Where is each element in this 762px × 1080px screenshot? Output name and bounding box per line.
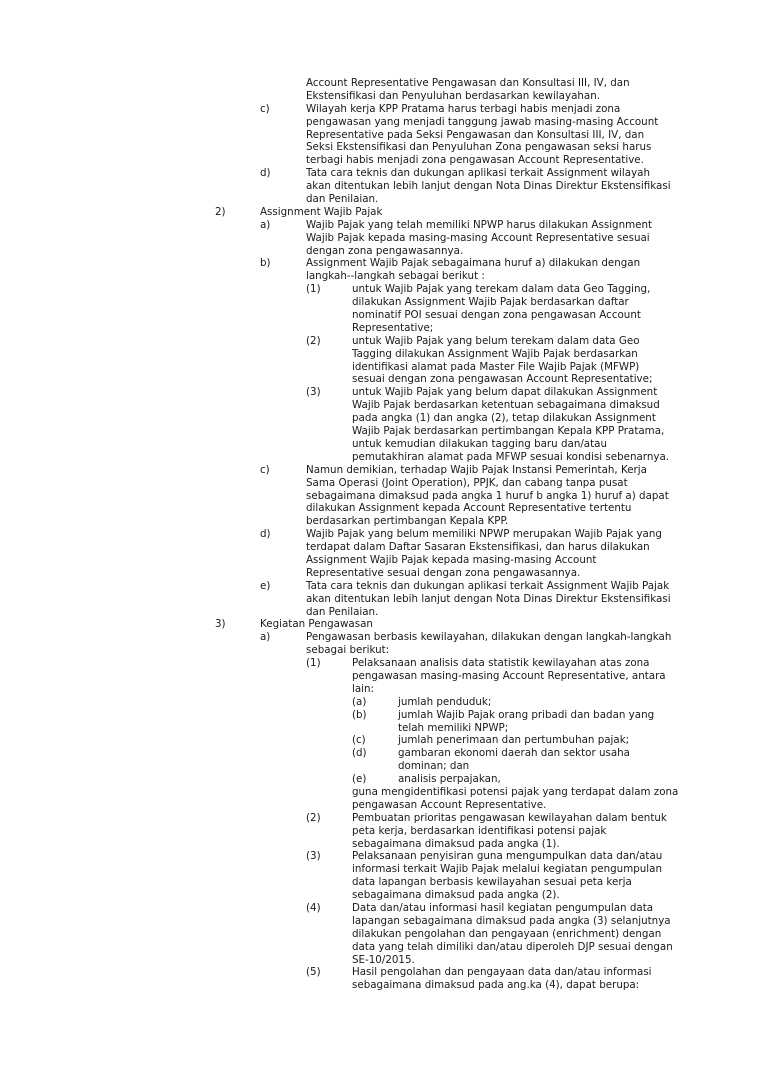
- text-line: [0, 941, 762, 954]
- paragraph-text: Pembuatan prioritas pengawasan kewilayahan dalam bentuk: [352, 811, 667, 824]
- text-line: [0, 541, 762, 554]
- text-line: [0, 670, 762, 683]
- list-marker: (d): [352, 747, 367, 760]
- paragraph-text: Wajib Pajak kepada masing-masing Account Representative sesuai: [306, 231, 650, 244]
- text-line: [0, 154, 762, 167]
- text-line: [0, 399, 762, 412]
- paragraph-text: gambaran ekonomi daerah dan sektor usaha: [398, 747, 630, 760]
- text-line: [0, 361, 762, 374]
- list-marker: (3): [306, 850, 321, 863]
- text-line: [0, 219, 762, 232]
- list-marker: c): [260, 102, 270, 115]
- list-marker: (2): [306, 811, 321, 824]
- paragraph-text: dan Penilaian.: [306, 605, 379, 618]
- paragraph-text: Assignment Wajib Pajak sebagaimana huruf a) dilakukan dengan: [306, 257, 641, 270]
- text-line: [0, 618, 762, 631]
- paragraph-text: berdasarkan pertimbangan Kepala KPP.: [306, 515, 509, 528]
- text-line: [0, 902, 762, 915]
- paragraph-text: Hasil pengolahan dan pengayaan data dan/atau informasi: [352, 966, 652, 979]
- text-line: [0, 979, 762, 992]
- paragraph-text: Namun demikian, terhadap Wajib Pajak Instansi Pemerintah, Kerja: [306, 463, 647, 476]
- paragraph-text: Tagging dilakukan Assignment Wajib Pajak berdasarkan: [352, 347, 638, 360]
- text-line: [0, 657, 762, 670]
- paragraph-text: untuk kemudian dilakukan tagging baru dan/atau: [352, 437, 607, 450]
- paragraph-text: dengan zona pengawasannya.: [306, 244, 464, 257]
- text-line: [0, 348, 762, 361]
- list-item: [0, 734, 762, 747]
- text-line: [0, 373, 762, 386]
- paragraph-text: sebagaimana dimaksud pada angka (1).: [352, 837, 560, 850]
- text-line: [0, 567, 762, 580]
- list-marker: (3): [306, 386, 321, 399]
- text-line: [0, 954, 762, 967]
- paragraph-text: Kegiatan Pengawasan: [260, 618, 373, 631]
- list-item: [0, 786, 762, 812]
- text-line: [0, 232, 762, 245]
- paragraph-text: Assignment Wajib Pajak kepada masing-masing Account: [306, 553, 597, 566]
- list-item: [0, 257, 762, 283]
- text-line: [0, 786, 762, 799]
- list-item: [0, 283, 762, 335]
- text-line: [0, 760, 762, 773]
- list-item: [0, 103, 762, 167]
- paragraph-text: langkah--langkah sebagai berikut :: [306, 270, 485, 283]
- text-line: [0, 850, 762, 863]
- paragraph-text: Account Representative Pengawasan dan Konsultasi III, IV, dan: [306, 77, 630, 89]
- text-line: [0, 812, 762, 825]
- paragraph-text: Tata cara teknis dan dukungan aplikasi terkait Assignment wilayah: [306, 167, 651, 180]
- list-marker: a): [260, 631, 271, 644]
- text-line: [0, 257, 762, 270]
- text-line: [0, 90, 762, 103]
- list-item: [0, 747, 762, 773]
- paragraph-text: data yang telah dimiliki dan/atau diperoleh DJP sesuai dengan: [352, 940, 673, 953]
- text-line: [0, 129, 762, 142]
- paragraph-text: lain:: [352, 682, 375, 695]
- paragraph-text: Representative;: [352, 321, 434, 334]
- paragraph-text: sebagaimana dimaksud pada angka 1 huruf b angka 1) huruf a) dapat: [306, 489, 669, 502]
- paragraph-text: pengawasan Account Representative.: [352, 798, 547, 811]
- paragraph-text: pada angka (1) dan angka (2), tetap dilakukan Assignment: [352, 412, 656, 425]
- text-line: [0, 412, 762, 425]
- list-item: [0, 386, 762, 463]
- text-line: [0, 438, 762, 451]
- paragraph-text: dan Penilaian.: [306, 193, 379, 206]
- paragraph-text: pemutakhiran alamat pada MFWP sesuai kondisi sebenarnya.: [352, 450, 670, 463]
- paragraph-text: jumlah penerimaan dan pertumbuhan pajak;: [398, 734, 630, 747]
- paragraph-text: akan ditentukan lebih lanjut dengan Nota Dinas Direktur Ekstensifikasi: [306, 180, 671, 193]
- list-marker: a): [260, 218, 271, 231]
- text-line: [0, 838, 762, 851]
- text-line: [0, 734, 762, 747]
- paragraph-text: Wajib Pajak yang telah memiliki NPWP harus dilakukan Assignment: [306, 218, 653, 231]
- list-marker: c): [260, 463, 270, 476]
- text-line: [0, 644, 762, 657]
- text-line: [0, 631, 762, 644]
- paragraph-text: dominan; dan: [398, 760, 470, 773]
- text-line: [0, 747, 762, 760]
- paragraph-text: Wajib Pajak berdasarkan ketentuan sebagaimana dimaksud: [352, 399, 660, 412]
- text-line: [0, 270, 762, 283]
- text-line: [0, 322, 762, 335]
- paragraph-text: untuk Wajib Pajak yang terekam dalam data Geo Tagging,: [352, 283, 651, 296]
- paragraph-text: lapangan sebagaimana dimaksud pada angka (3) selanjutnya: [352, 914, 671, 927]
- text-line: [0, 386, 762, 399]
- paragraph-text: Pelaksanaan analisis data statistik kewilayahan atas zona: [352, 657, 650, 670]
- list-marker: d): [260, 528, 271, 541]
- text-line: [0, 335, 762, 348]
- list-item: [0, 528, 762, 580]
- paragraph-text: sebagai berikut:: [306, 644, 390, 657]
- text-line: [0, 206, 762, 219]
- paragraph-text: Seksi Ekstensifikasi dan Penyuluhan Zona pengawasan seksi harus: [306, 141, 652, 154]
- paragraph-text: akan ditentukan lebih lanjut dengan Nota Dinas Direktur Ekstensifikasi: [306, 592, 671, 605]
- text-line: [0, 825, 762, 838]
- paragraph-text: pengawasan masing-masing Account Representative, antara: [352, 669, 666, 682]
- paragraph-text: Representative pada Seksi Pengawasan dan Konsultasi III, IV, dan: [306, 128, 645, 141]
- list-marker: 3): [215, 618, 226, 631]
- paragraph-text: Pelaksanaan penyisiran guna mengumpulkan data dan/atau: [352, 850, 663, 863]
- paragraph-text: informasi terkait Wajib Pajak melalui kegiatan pengumpulan: [352, 863, 662, 876]
- text-line: [0, 103, 762, 116]
- list-marker: (1): [306, 657, 321, 670]
- text-line: [0, 490, 762, 503]
- text-line: [0, 580, 762, 593]
- list-marker: (1): [306, 283, 321, 296]
- list-item: [0, 77, 762, 103]
- list-marker: b): [260, 257, 271, 270]
- text-line: [0, 915, 762, 928]
- list-item: [0, 709, 762, 735]
- text-line: [0, 876, 762, 889]
- text-line: [0, 966, 762, 979]
- text-line: [0, 477, 762, 490]
- paragraph-text: dilakukan Assignment Wajib Pajak berdasarkan daftar: [352, 296, 629, 309]
- paragraph-text: guna mengidentifikasi potensi pajak yang terdapat dalam zona: [352, 785, 679, 798]
- paragraph-text: Data dan/atau informasi hasil kegiatan pengumpulan data: [352, 902, 654, 914]
- text-line: [0, 709, 762, 722]
- paragraph-text: Wajib Pajak berdasarkan pertimbangan Kepala KPP Pratama,: [352, 425, 665, 438]
- paragraph-text: jumlah penduduk;: [398, 695, 492, 708]
- list-marker: (c): [352, 734, 366, 747]
- text-line: [0, 554, 762, 567]
- paragraph-text: Ekstensifikasi dan Penyuluhan berdasarkan kewilayahan.: [306, 89, 601, 102]
- paragraph-text: Wajib Pajak yang belum memiliki NPWP merupakan Wajib Pajak yang: [306, 528, 662, 541]
- text-line: [0, 141, 762, 154]
- text-line: [0, 696, 762, 709]
- text-line: [0, 464, 762, 477]
- text-line: [0, 180, 762, 193]
- paragraph-text: dilakukan pengolahan dan pengayaan (enrichment) dengan: [352, 927, 662, 940]
- list-item: [0, 631, 762, 657]
- list-marker: (a): [352, 695, 367, 708]
- text-line: [0, 799, 762, 812]
- list-item: [0, 812, 762, 851]
- list-item: [0, 902, 762, 966]
- paragraph-text: Tata cara teknis dan dukungan aplikasi terkait Assignment Wajib Pajak: [306, 579, 670, 592]
- list-marker: (5): [306, 966, 321, 979]
- paragraph-text: sebagaimana dimaksud pada angka (2).: [352, 889, 560, 902]
- paragraph-text: Assignment Wajib Pajak: [260, 205, 383, 218]
- text-line: [0, 606, 762, 619]
- paragraph-text: peta kerja, berdasarkan identifikasi potensi pajak: [352, 824, 607, 837]
- paragraph-text: untuk Wajib Pajak yang belum terekam dalam data Geo: [352, 334, 640, 347]
- list-marker: (e): [352, 773, 367, 786]
- text-line: [0, 593, 762, 606]
- list-marker: (2): [306, 334, 321, 347]
- text-line: [0, 502, 762, 515]
- paragraph-text: Sama Operasi (Joint Operation), PPJK, dan cabang tanpa pusat: [306, 476, 628, 489]
- list-item: [0, 580, 762, 619]
- paragraph-text: sesuai dengan zona pengawasan Account Representative;: [352, 373, 653, 386]
- text-line: [0, 425, 762, 438]
- text-line: [0, 683, 762, 696]
- list-item: [0, 850, 762, 902]
- text-line: [0, 77, 762, 90]
- text-line: [0, 309, 762, 322]
- text-line: [0, 116, 762, 129]
- list-item: [0, 335, 762, 387]
- paragraph-text: data lapangan berbasis kewilayahan sesuai peta kerja: [352, 876, 632, 889]
- list-marker: e): [260, 579, 271, 592]
- text-line: [0, 283, 762, 296]
- list-marker: 2): [215, 205, 226, 218]
- paragraph-text: sebagaimana dimaksud pada ang.ka (4), dapat berupa:: [352, 979, 640, 992]
- paragraph-text: Representative sesuai dengan zona pengawasannya.: [306, 566, 581, 579]
- text-line: [0, 451, 762, 464]
- text-line: [0, 889, 762, 902]
- list-marker: d): [260, 167, 271, 180]
- text-line: [0, 515, 762, 528]
- list-item: [0, 618, 762, 631]
- list-item: [0, 966, 762, 992]
- list-item: [0, 773, 762, 786]
- paragraph-text: terbagi habis menjadi zona pengawasan Account Representative.: [306, 154, 644, 167]
- list-item: [0, 657, 762, 696]
- document-page: [0, 77, 762, 992]
- paragraph-text: SE-10/2015.: [352, 953, 415, 966]
- text-line: [0, 245, 762, 258]
- paragraph-text: Pengawasan berbasis kewilayahan, dilakukan dengan langkah-langkah: [306, 631, 672, 644]
- list-item: [0, 696, 762, 709]
- text-line: [0, 928, 762, 941]
- paragraph-text: telah memiliki NPWP;: [398, 721, 509, 734]
- text-line: [0, 722, 762, 735]
- paragraph-text: terdapat dalam Daftar Sasaran Ekstensifikasi, dan harus dilakukan: [306, 541, 650, 554]
- paragraph-text: Wilayah kerja KPP Pratama harus terbagi habis menjadi zona: [306, 102, 621, 115]
- list-item: [0, 219, 762, 258]
- text-line: [0, 167, 762, 180]
- paragraph-text: untuk Wajib Pajak yang belum dapat dilakukan Assignment: [352, 386, 658, 399]
- text-line: [0, 528, 762, 541]
- list-item: [0, 167, 762, 206]
- list-item: [0, 206, 762, 219]
- paragraph-text: jumlah Wajib Pajak orang pribadi dan badan yang: [398, 708, 655, 721]
- paragraph-text: nominatif POI sesuai dengan zona pengawasan Account: [352, 309, 641, 322]
- list-marker: (4): [306, 902, 321, 914]
- text-line: [0, 863, 762, 876]
- paragraph-text: pengawasan yang menjadi tanggung jawab masing-masing Account: [306, 115, 659, 128]
- list-marker: (b): [352, 708, 367, 721]
- list-item: [0, 464, 762, 528]
- text-line: [0, 296, 762, 309]
- paragraph-text: analisis perpajakan,: [398, 773, 501, 786]
- text-line: [0, 773, 762, 786]
- text-line: [0, 193, 762, 206]
- paragraph-text: dilakukan Assignment kepada Account Representative tertentu: [306, 502, 632, 515]
- paragraph-text: identifikasi alamat pada Master File Wajib Pajak (MFWP): [352, 360, 640, 373]
